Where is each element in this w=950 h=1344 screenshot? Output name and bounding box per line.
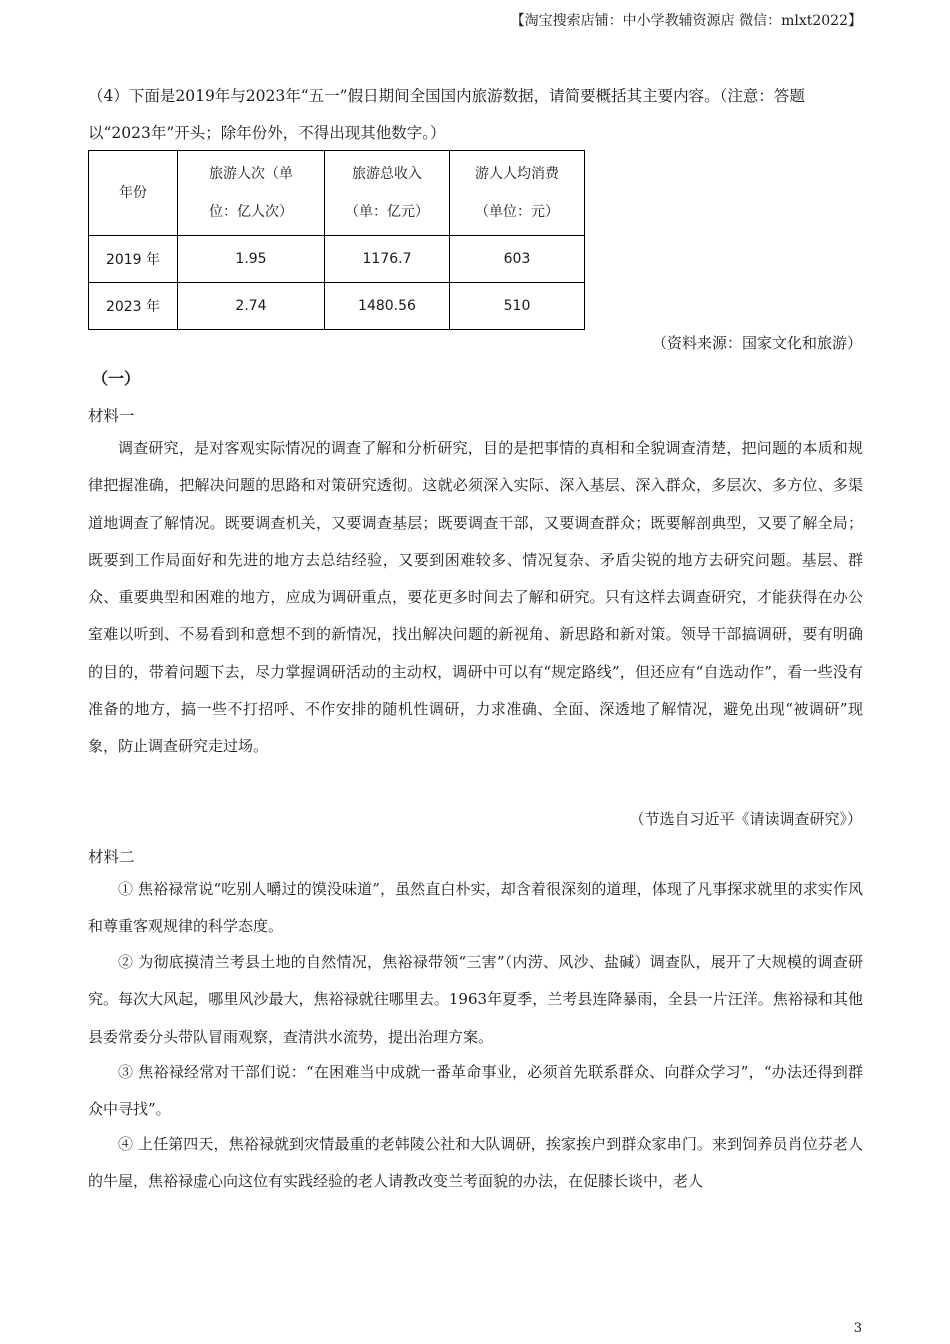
table-cell: 1480.56 [325, 283, 450, 330]
header-text: （单位：元） [475, 204, 559, 220]
header-text: 位：亿人次） [209, 204, 293, 220]
header-text: 旅游总收入 [352, 166, 422, 182]
header-text: （单：亿元） [345, 204, 429, 220]
table-cell: 1176.7 [325, 236, 450, 283]
table-header-row [89, 151, 585, 236]
header-cell-per-capita [450, 151, 585, 236]
header-text: 年份 [119, 185, 147, 201]
material-two-paragraph-1: ① 焦裕禄常说“吃别人嚼过的馍没味道”，虽然直白朴实，却含着很深刻的道理，体现了凡事探求就里的求实作风和尊重客观规律的科学态度。 [88, 880, 863, 936]
material-two-label: 材料二 [88, 848, 135, 866]
header-cell-visits [178, 151, 325, 236]
material-two-paragraph-4: ④ 上任第四天，焦裕禄就到灾情最重的老韩陵公社和大队调研，挨家挨户到群众家串门。来到饲养员肖位芬老人的牛屋，焦裕禄虚心向这位有实践经验的老人请教改变兰考面貌的办法，在促膝长谈中，老人 [88, 1135, 863, 1191]
section-label: （一） [92, 369, 141, 388]
table-row [89, 236, 585, 283]
material-one-label: 材料一 [88, 407, 135, 425]
question-4: （4）下面是2019年与2023年“五一”假日期间全国国内旅游数据，请简要概括其主要内容。（注意：答题以“2023年”开头；除年份外，不得出现其他数字。） [88, 87, 805, 142]
header-note: 【淘宝搜索店铺：中小学教辅资源店 微信：mlxt2022】 [510, 13, 862, 29]
page-number: 3 [853, 1321, 862, 1336]
material-two-paragraph-2: ② 为彻底摸清兰考县土地的自然情况，焦裕禄带领“三害”（内涝、风沙、盐碱）调查队，展开了大规模的调查研究。每次大风起，哪里风沙最大，焦裕禄就往哪里去。1963年夏季，兰考县连降暴雨，全县一片汪洋。焦裕禄和其他县委常委分头带队冒雨观察，查清洪水流势，提出治理方案。 [88, 953, 863, 1046]
table-cell: 510 [450, 283, 585, 330]
table-cell: 1.95 [178, 236, 325, 283]
header-cell-year [89, 151, 178, 236]
header-text: 旅游人次（单 [209, 166, 293, 182]
material-one-text: 调查研究，是对客观实际情况的调查了解和分析研究，目的是把事情的真相和全貌调查清楚，把问题的本质和规律把握准确，把解决问题的思路和对策研究透彻。这就必须深入实际、深入基层、深入群众，多层次、多方位、多渠道地调查了解情况。既要调查机关，又要调查基层；既要调查干部，又要调查群众；既要解剖典型，又要了解全局；既要到工作局面好和先进的地方去总结经验，又要到困难较多、情况复杂、矛盾尖锐的地方去研究问题。基层、群众、重要典型和困难的地方，应成为调研重点，要花更多时间去了解和研究。只有这样去调查研究，才能获得在办公室难以听到、不易看到和意想不到的新情况，找出解决问题的新视角、新思路和新对策。领导干部搞调研，要有明确的目的，带着问题下去，尽力掌握调研活动的主动权，调研中可以有“规定路线”，但还应有“自选动作”，看一些没有准备的地方，搞一些不打招呼、不作安排的随机性调研，力求准确、全面、深透地了解情况，避免出现“被调研”现象，防止调查研究走过场。 [88, 439, 863, 756]
header-text: 游人人均消费 [475, 166, 559, 182]
tourism-data-table [88, 150, 585, 330]
table-row [89, 283, 585, 330]
header-cell-revenue [325, 151, 450, 236]
table-cell: 2023 年 [89, 283, 178, 330]
table-cell: 2.74 [178, 283, 325, 330]
material-two-paragraph-3: ③ 焦裕禄经常对干部们说：“在困难当中成就一番革命事业，必须首先联系群众、向群众学习”，“办法还得到群众中寻找”。 [88, 1063, 863, 1119]
table-cell: 603 [450, 236, 585, 283]
material-one-citation: （节选自习近平《请读调查研究》） [629, 810, 862, 828]
table-cell: 2019 年 [89, 236, 178, 283]
table-source: （资料来源：国家文化和旅游） [651, 334, 862, 352]
